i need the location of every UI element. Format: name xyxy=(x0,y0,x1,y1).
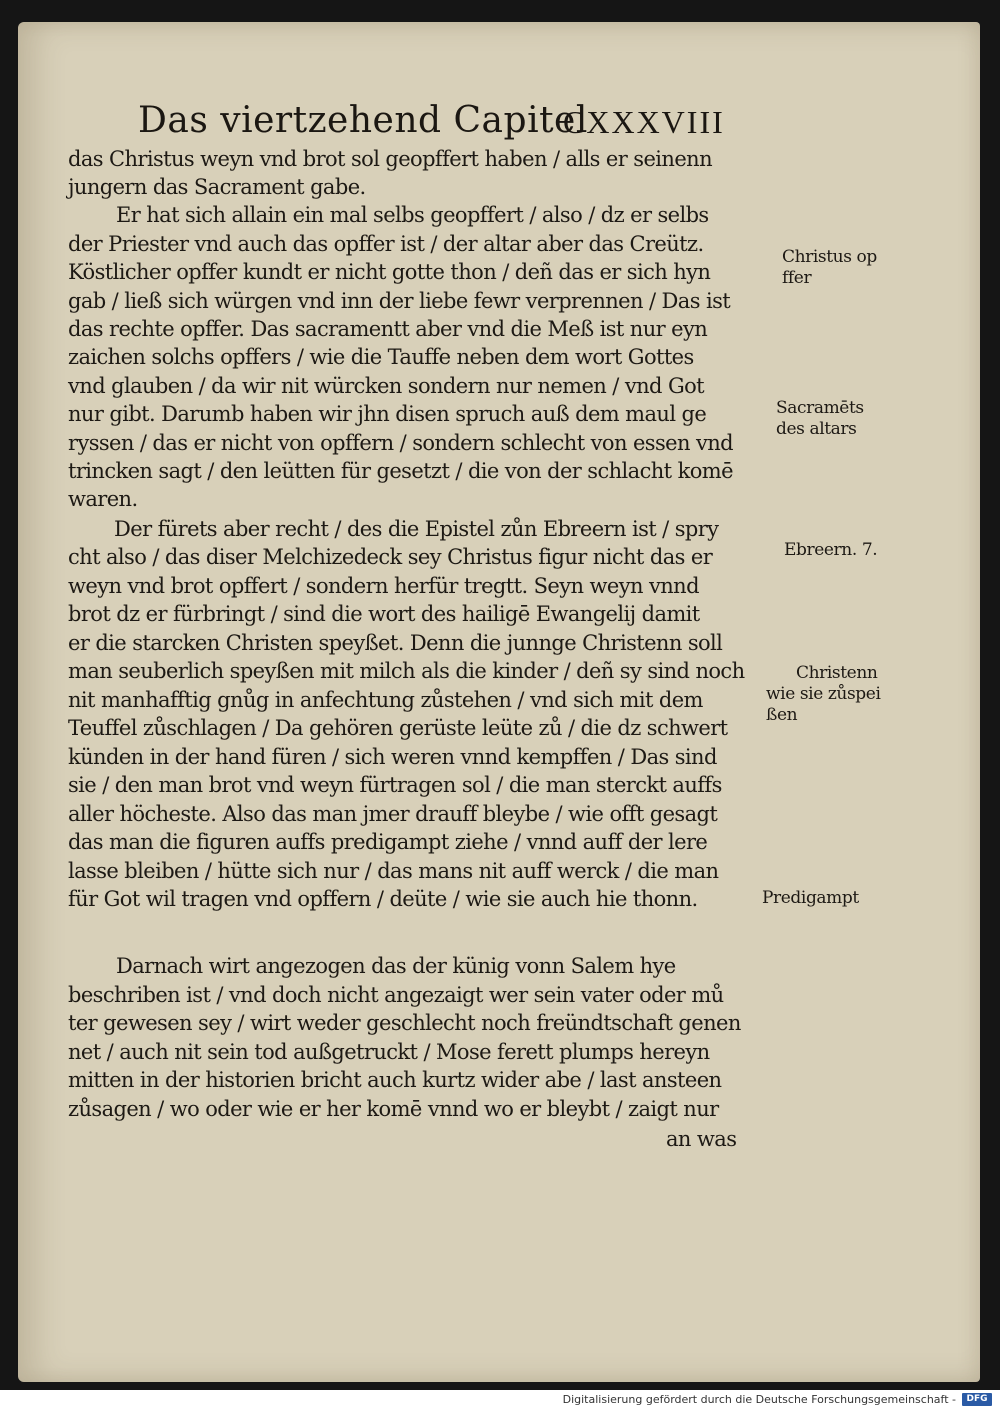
footer-credit: Digitalisierung gefördert durch die Deutsche Forschungsgemeinschaft - xyxy=(562,1393,956,1406)
margin-note-line: Predigampt xyxy=(762,888,859,908)
margin-note-line: ffer xyxy=(782,268,812,288)
text-line: nit manhafftig gnůg in anfechtung zůstehen / vnd sich mit dem xyxy=(68,688,703,712)
text-line: beschriben ist / vnd doch nicht angezaigt wer sein vater oder mů xyxy=(68,983,724,1007)
text-line: man seuberlich speyßen mit milch als die kinder / deñ sy sind noch xyxy=(68,659,745,683)
dfg-logo: DFG xyxy=(962,1393,992,1406)
chapter-title: Das viertzehend Capitel xyxy=(138,100,588,141)
text-line: aller höcheste. Also das man jmer drauff bleybe / wie offt gesagt xyxy=(68,802,718,826)
text-line: Der fürets aber recht / des die Epistel zůn Ebreern ist / spry xyxy=(114,517,719,541)
text-line: Darnach wirt angezogen das der künig vonn Salem hye xyxy=(116,954,676,978)
text-line: das man die figuren auffs predigampt ziehe / vnnd auff der lere xyxy=(68,830,708,854)
text-line: nur gibt. Darumb haben wir jhn disen spruch auß dem maul ge xyxy=(68,402,707,426)
text-line: mitten in der historien bricht auch kurtz wider abe / last ansteen xyxy=(68,1068,722,1092)
catchword: an was xyxy=(666,1127,737,1151)
margin-note xyxy=(766,663,881,726)
footer-bar xyxy=(0,1390,1000,1410)
margin-note-line: des altars xyxy=(776,419,857,439)
text-line: das Christus weyn vnd brot sol geopffert haben / alls er seinenn xyxy=(68,147,712,171)
text-line: sie / den man brot vnd weyn fürtragen sol / die man sterckt auffs xyxy=(68,773,722,797)
text-line: für Got wil tragen vnd opffern / deüte / wie sie auch hie thonn. xyxy=(68,887,698,911)
text-line: Teuffel zůschlagen / Da gehören gerüste leüte zů / die dz schwert xyxy=(68,716,728,740)
margin-note xyxy=(776,398,864,440)
text-line: zaichen solchs opffers / wie die Tauffe neben dem wort Gottes xyxy=(68,345,694,369)
text-line: ryssen / das er nicht von opffern / sondern schlecht von essen vnd xyxy=(68,431,733,455)
text-line: net / auch nit sein tod außgetruckt / Mose ferett plumps hereyn xyxy=(68,1040,710,1064)
margin-note-line: ßen xyxy=(766,705,798,725)
margin-note-line: Christenn xyxy=(796,663,878,683)
text-line: waren. xyxy=(68,487,138,511)
text-line: das rechte opffer. Das sacramentt aber vnd die Meß ist nur eyn xyxy=(68,317,708,341)
book-page xyxy=(18,22,980,1382)
text-line: brot dz er fürbringt / sind die wort des hailigē Ewangelij damit xyxy=(68,602,700,626)
margin-note-line: Ebreern. 7. xyxy=(784,540,878,560)
text-line: cht also / das diser Melchizedeck sey Christus figur nicht das er xyxy=(68,545,713,569)
text-line: zůsagen / wo oder wie er her komē vnnd wo er bleybt / zaigt nur xyxy=(68,1097,719,1121)
text-line: trincken sagt / den leütten für gesetzt / die von der schlacht komē xyxy=(68,459,733,483)
text-line: künden in der hand füren / sich weren vnnd kempffen / Das sind xyxy=(68,745,717,769)
margin-note xyxy=(762,888,859,909)
text-line: er die starcken Christen speyßet. Denn die junnge Christenn soll xyxy=(68,631,723,655)
text-line: gab / ließ sich würgen vnd inn der liebe fewr verprennen / Das ist xyxy=(68,289,731,313)
margin-note xyxy=(784,540,877,561)
margin-note-line: Christus op xyxy=(782,247,877,267)
text-line: lasse bleiben / hütte sich nur / das mans nit auff werck / die man xyxy=(68,859,719,883)
margin-note-line: Sacramēts xyxy=(776,398,864,418)
text-line: weyn vnd brot opffert / sondern herfür tregtt. Seyn weyn vnnd xyxy=(68,574,699,598)
text-line: ter gewesen sey / wirt weder geschlecht noch freündtschaft genen xyxy=(68,1011,741,1035)
margin-note xyxy=(782,247,877,289)
folio-number: CXXXVIII xyxy=(563,104,725,140)
text-line: vnd glauben / da wir nit würcken sondern nur nemen / vnd Got xyxy=(68,374,705,398)
text-line: jungern das Sacrament gabe. xyxy=(68,175,366,199)
margin-note-line: wie sie zůspei xyxy=(766,684,881,704)
text-line: Er hat sich allain ein mal selbs geopffert / also / dz er selbs xyxy=(116,203,709,227)
text-line: Köstlicher opffer kundt er nicht gotte thon / deñ das er sich hyn xyxy=(68,260,711,284)
text-line: der Priester vnd auch das opffer ist / der altar aber das Creütz. xyxy=(68,232,704,256)
